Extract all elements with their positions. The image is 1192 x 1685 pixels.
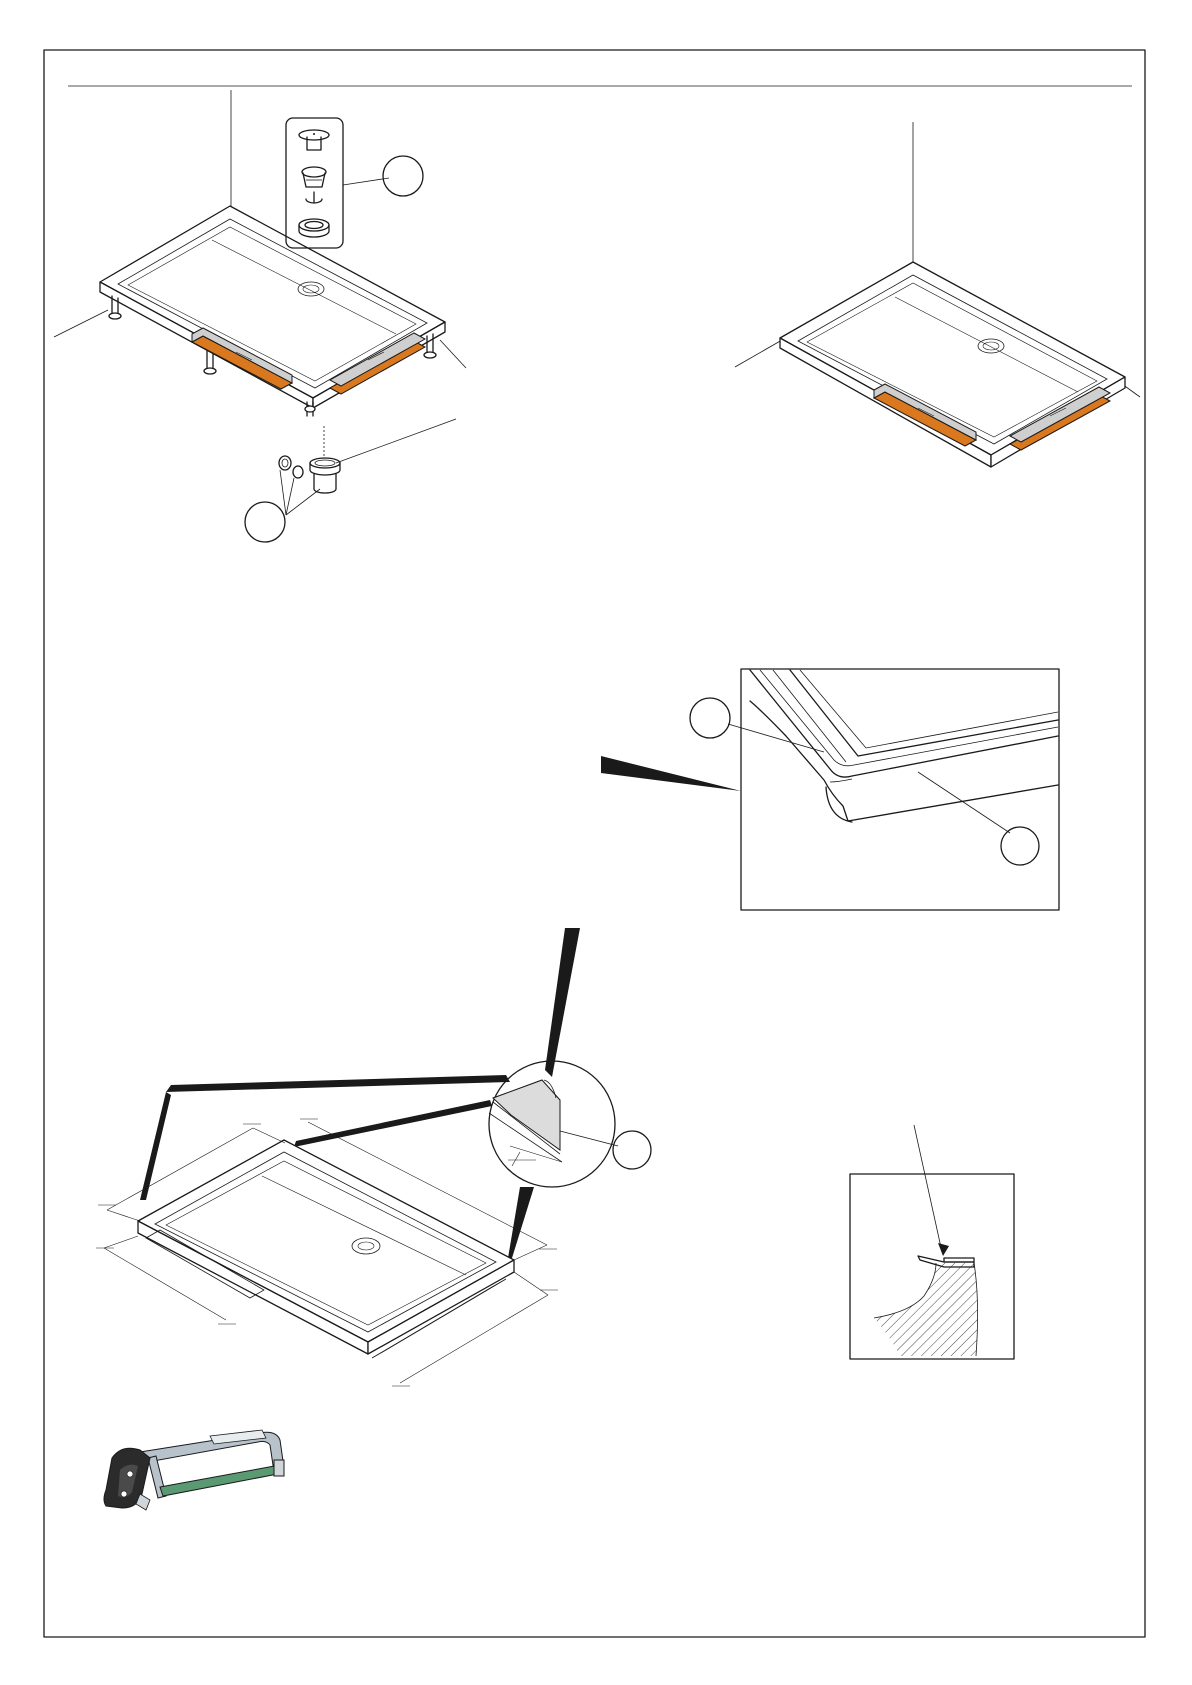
drain-assembly-exploded-icon <box>286 118 343 248</box>
edge-magnifier <box>489 1061 651 1187</box>
corner-detail-inset <box>601 669 1059 910</box>
callout-circle <box>245 502 285 542</box>
callout-circle <box>613 1131 651 1169</box>
callout-circle <box>1001 827 1039 865</box>
tray-cutting-drawing <box>96 928 580 1386</box>
callout-circle <box>690 698 730 738</box>
callout-circle <box>383 156 423 196</box>
drain-tube-icon <box>279 456 340 493</box>
edge-section-inset <box>850 1125 1014 1359</box>
hacksaw-icon <box>104 1430 284 1510</box>
